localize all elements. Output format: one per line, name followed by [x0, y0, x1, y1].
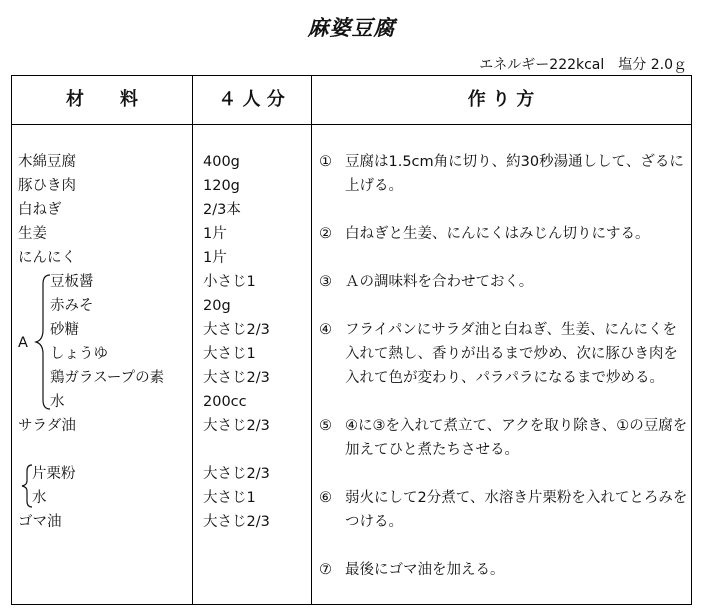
ingredient-amount: 大さじ2/3: [203, 514, 270, 530]
servings-header: ４ 人 分: [218, 89, 285, 110]
step-text: Ａの調味料を合わせておく。: [345, 274, 534, 290]
step-text: 最後にゴマ油を加える。: [345, 562, 505, 578]
ingredient-amount: 大さじ2/3: [203, 418, 270, 434]
ingredient-name: サラダ油: [18, 418, 76, 434]
ingredient-name: 砂糖: [50, 322, 79, 338]
ingredient-amount: 大さじ1: [203, 346, 256, 362]
step-number: ⑦: [319, 562, 332, 578]
step-text: 白ねぎと生姜、にんにくはみじん切りにする。: [345, 226, 650, 242]
step-number: ①: [319, 154, 332, 170]
ingredient-name: 白ねぎ: [18, 202, 62, 218]
ingredient-amount: 120g: [203, 178, 240, 194]
ingredient-name: 鶏ガラスープの素: [50, 370, 165, 386]
ingredient-name: にんにく: [18, 250, 76, 266]
method-header: 作 り 方: [467, 89, 535, 110]
group-a-label: A: [18, 335, 28, 351]
ingredient-amount: 大さじ2/3: [203, 322, 270, 338]
nutrition-info: エネルギー222kcal 塩分 2.0ｇ: [479, 57, 687, 73]
step-text: ④に③を入れて煮立て、アクを取り除き、①の豆腐を加えてひと煮たちさせる。: [345, 418, 688, 458]
group-a-brace: [34, 272, 52, 412]
ingredient-amount: 200cc: [203, 394, 247, 410]
ingredient-amount: 20g: [203, 298, 231, 314]
header-divider: [12, 124, 691, 125]
ingredient-name: ゴマ油: [18, 514, 62, 530]
recipe-table: [11, 75, 692, 605]
ingredient-name: 片栗粉: [32, 466, 76, 482]
ingredient-name: 生姜: [18, 226, 47, 242]
ingredient-amount: 400g: [203, 154, 240, 170]
ingredient-name: 水: [32, 490, 47, 506]
recipe-title: 麻婆豆腐: [307, 16, 396, 40]
ingredient-amount: 1片: [203, 226, 227, 242]
step-number: ②: [319, 226, 332, 242]
step-number: ⑥: [319, 490, 332, 506]
ingredient-amount: 大さじ2/3: [203, 466, 270, 482]
ingredient-name: しょうゆ: [50, 346, 108, 362]
ingredient-amount: 2/3本: [203, 202, 241, 218]
step-text: 豆腐は1.5cm角に切り、約30秒湯通しして、ざるに上げる。: [345, 154, 684, 194]
ingredients-header: 材 料: [66, 89, 138, 110]
step-number: ③: [319, 274, 332, 290]
step-text: フライパンにサラダ油と白ねぎ、生姜、にんにくを入れて熱し、香りが出るまで炒め、次に豚ひき肉を入れて色が変わり、パラパラになるまで炒める。: [345, 322, 678, 386]
ingredient-amount: 大さじ2/3: [203, 370, 270, 386]
ingredient-amount: 1片: [203, 250, 227, 266]
ingredient-name: 水: [50, 394, 65, 410]
ingredient-name: 豚ひき肉: [18, 178, 76, 194]
ingredient-amount: 小さじ1: [203, 274, 256, 290]
ingredient-name: 豆板醤: [50, 274, 94, 290]
ingredient-amount: 大さじ1: [203, 490, 256, 506]
step-number: ④: [319, 322, 332, 338]
ingredient-name: 赤みそ: [50, 298, 94, 314]
step-number: ⑤: [319, 418, 332, 434]
ingredient-name: 木綿豆腐: [18, 154, 76, 170]
step-text: 弱火にして2分煮て、水溶き片栗粉を入れてとろみをつける。: [345, 490, 688, 530]
column-divider: [311, 76, 312, 604]
column-divider: [192, 76, 193, 604]
